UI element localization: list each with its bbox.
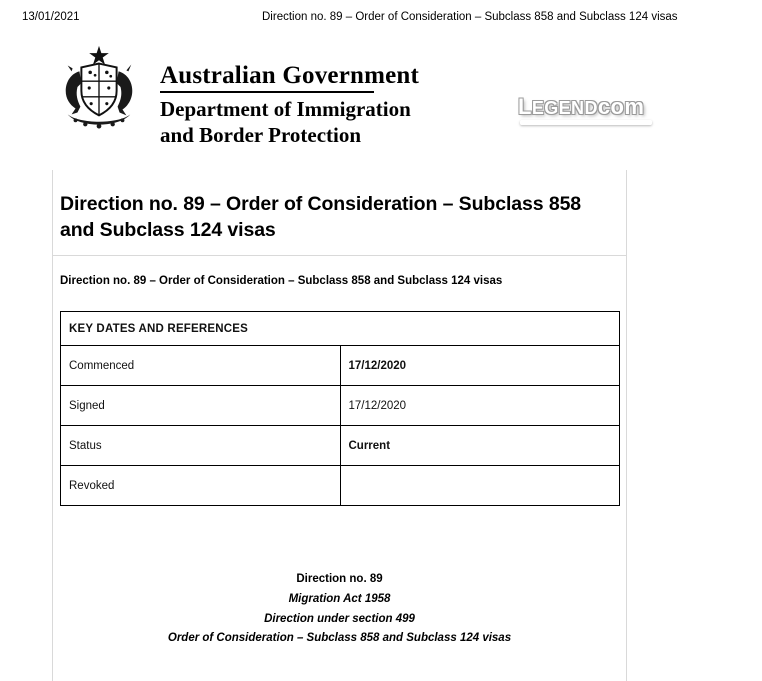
row-value-revoked (340, 466, 620, 506)
australian-coat-of-arms-icon (50, 42, 148, 134)
direction-centre-block (53, 570, 626, 649)
title-divider (53, 255, 626, 256)
department-name-line2: and Border Protection (160, 122, 362, 147)
direction-subject: Order of Consideration – Subclass 858 and Subclass 124 visas (167, 632, 512, 645)
legendcom-logo-l: L (518, 94, 532, 119)
page-title: Direction no. 89 – Order of Consideration – Subclass 858 and Subclass 124 visas (60, 193, 582, 241)
table-row (61, 426, 620, 466)
department-name-line1: Department of Immigration (160, 97, 411, 121)
document-subtitle: Direction no. 89 – Order of Consideration – Subclass 858 and Subclass 124 visas (60, 275, 503, 287)
legendcom-logo (518, 94, 644, 120)
print-date: 13/01/2021 (22, 11, 80, 23)
row-label-status: Status (61, 426, 341, 466)
legendcom-logo-egend: EGEND (531, 98, 598, 118)
direction-act: Migration Act 1958 (288, 592, 391, 605)
direction-number: Direction no. 89 (296, 573, 383, 585)
table-row (61, 346, 620, 386)
government-name: Australian Government (160, 62, 420, 89)
row-label-commenced: Commenced (61, 346, 341, 386)
key-dates-header: KEY DATES AND REFERENCES (61, 312, 620, 346)
table-header-row (61, 312, 620, 346)
table-row (61, 466, 620, 506)
row-value-signed: 17/12/2020 (340, 386, 620, 426)
masthead (0, 36, 762, 146)
document-page (52, 170, 627, 681)
print-header (0, 11, 762, 27)
row-label-revoked: Revoked (61, 466, 341, 506)
key-dates-table (60, 311, 620, 506)
table-row (61, 386, 620, 426)
direction-section: Direction under section 499 (264, 612, 415, 625)
row-label-signed: Signed (61, 386, 341, 426)
government-wordmark (160, 62, 580, 148)
wordmark-divider (160, 91, 374, 93)
print-page-title: Direction no. 89 – Order of Consideration – Subclass 858 and Subclass 124 visas (262, 11, 678, 23)
row-value-status: Current (340, 426, 620, 466)
row-value-commenced: 17/12/2020 (340, 346, 620, 386)
legendcom-logo-com: com (597, 94, 645, 119)
